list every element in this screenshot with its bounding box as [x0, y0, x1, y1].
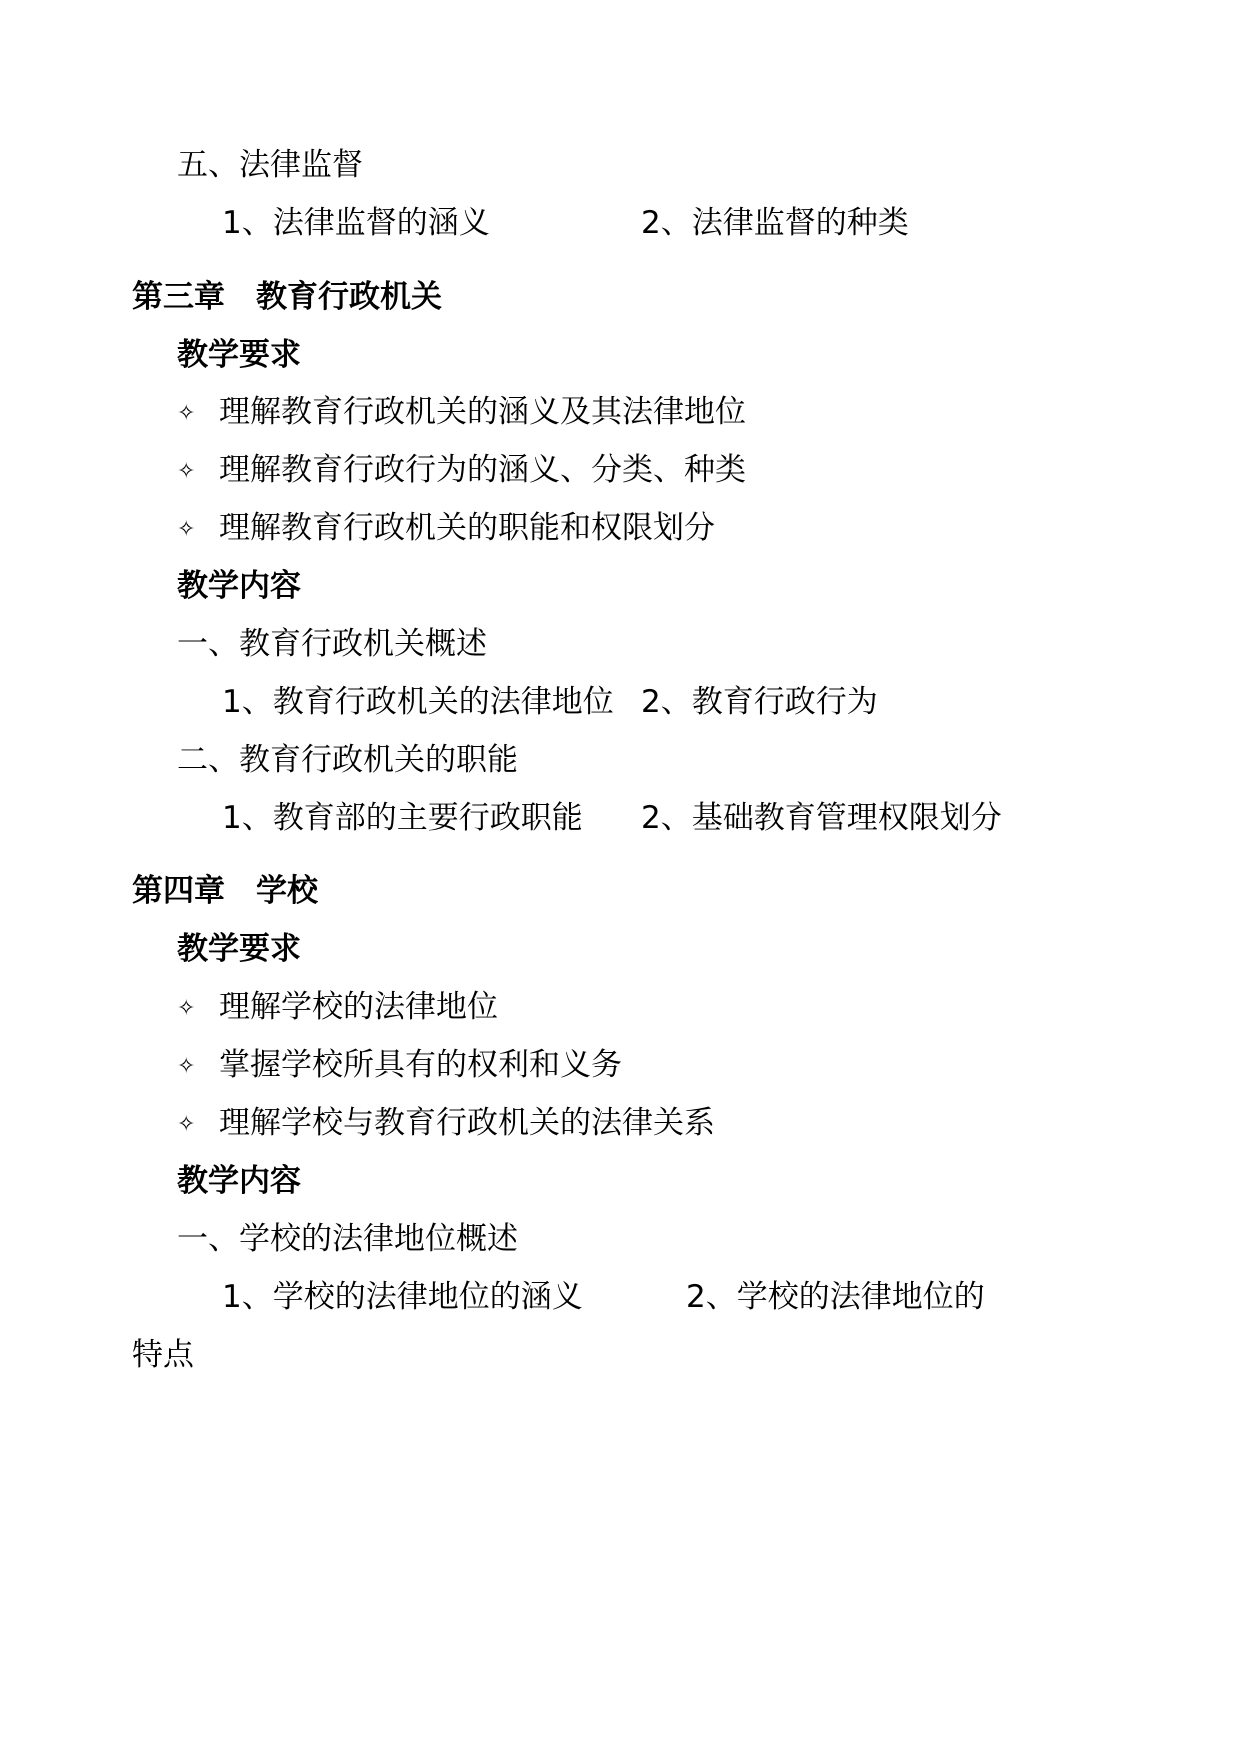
subsection-heading: 教学要求: [177, 931, 301, 967]
list-item: 2、教育行政行为: [641, 684, 878, 720]
list-item-text: 理解教育行政行为的涵义、分类、种类: [219, 452, 746, 488]
subsection-heading: 教学要求: [177, 337, 301, 373]
bullet-icon: ✧: [177, 459, 196, 484]
list-item: [177, 1045, 622, 1087]
bullet-icon: ✧: [177, 1112, 196, 1137]
bullet-icon: ✧: [177, 401, 196, 426]
bullet-icon: ✧: [177, 517, 196, 542]
section-heading: 一、学校的法律地位概述: [177, 1221, 518, 1257]
chapter-title: 第四章 学校: [132, 873, 318, 909]
list-item-text: 理解教育行政机关的职能和权限划分: [219, 510, 715, 546]
list-item: [177, 1103, 715, 1145]
section-heading: 二、教育行政机关的职能: [177, 742, 518, 778]
list-item: 2、法律监督的种类: [641, 205, 909, 241]
subsection-heading: 教学内容: [177, 568, 301, 604]
list-item: 1、学校的法律地位的涵义: [222, 1279, 583, 1315]
list-item: 1、法律监督的涵义: [222, 205, 490, 241]
subsection-heading: 教学内容: [177, 1163, 301, 1199]
list-item-text: 理解学校的法律地位: [219, 989, 498, 1025]
list-item: [177, 392, 746, 434]
list-item-text: 理解学校与教育行政机关的法律关系: [219, 1105, 715, 1141]
list-item-continuation: 特点: [132, 1337, 194, 1373]
list-item-text: 掌握学校所具有的权利和义务: [219, 1047, 622, 1083]
bullet-icon: ✧: [177, 996, 196, 1021]
section-heading: 一、教育行政机关概述: [177, 626, 487, 662]
bullet-icon: ✧: [177, 1054, 196, 1079]
list-item: 1、教育行政机关的法律地位: [222, 684, 614, 720]
list-item: 2、学校的法律地位的: [686, 1279, 985, 1315]
section-heading: 五、法律监督: [177, 147, 363, 183]
list-item: [177, 508, 715, 550]
list-item-text: 理解教育行政机关的涵义及其法律地位: [219, 394, 746, 430]
list-item: [177, 450, 746, 492]
list-item: 2、基础教育管理权限划分: [641, 800, 1002, 836]
list-item: 1、教育部的主要行政职能: [222, 800, 583, 836]
list-item: [177, 987, 498, 1029]
chapter-title: 第三章 教育行政机关: [132, 279, 442, 315]
